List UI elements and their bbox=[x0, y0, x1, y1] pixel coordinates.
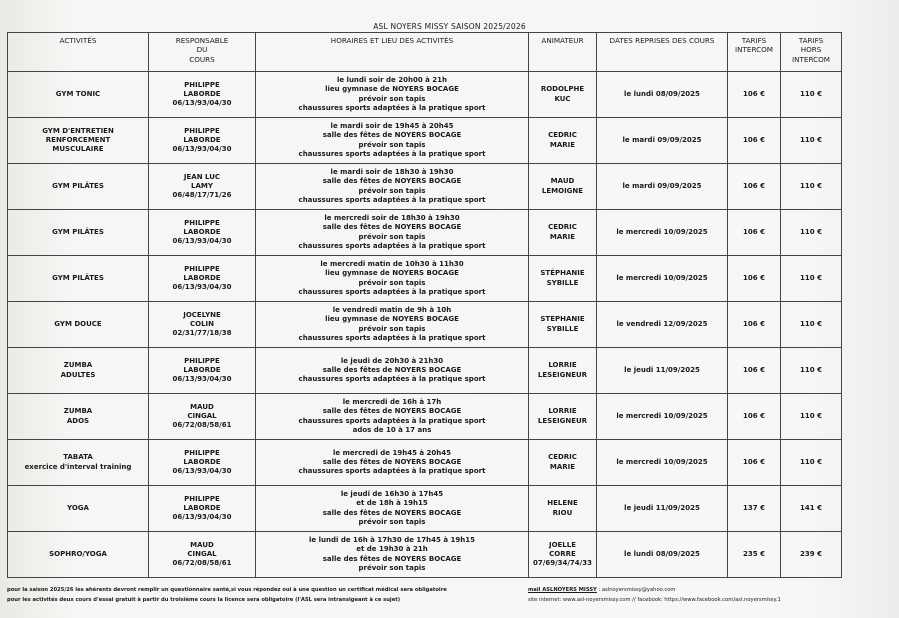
cell-price-intercom: 106 € bbox=[728, 210, 781, 256]
cell-instructor: CEDRIC MARIE bbox=[529, 210, 597, 256]
cell-price-hors: 110 € bbox=[781, 302, 842, 348]
cell-price-hors: 110 € bbox=[781, 394, 842, 440]
mail-label: mail ASLNOYERS MISSY bbox=[528, 587, 597, 593]
cell-price-hors: 239 € bbox=[781, 532, 842, 578]
cell-price-intercom: 106 € bbox=[728, 72, 781, 118]
cell-schedule: le jeudi de 16h30 à 17h45 et de 18h à 19h15 salle des fêtes de NOYERS BOCAGE prévoir son tapis bbox=[256, 486, 529, 532]
document-title: ASL NOYERS MISSY SAISON 2025/2026 bbox=[373, 22, 526, 31]
cell-start-date: le vendredi 12/09/2025 bbox=[597, 302, 728, 348]
table-header-row bbox=[8, 33, 842, 72]
cell-price-intercom: 235 € bbox=[728, 532, 781, 578]
cell-schedule: le jeudi de 20h30 à 21h30 salle des fêtes de NOYERS BOCAGE chaussures sports adaptées à la pratique sport bbox=[256, 348, 529, 394]
table-row bbox=[8, 394, 842, 440]
cell-start-date: le mardi 09/09/2025 bbox=[597, 164, 728, 210]
cell-instructor: STEPHANIE SYBILLE bbox=[529, 302, 597, 348]
cell-price-intercom: 106 € bbox=[728, 394, 781, 440]
contact-site: site internet: www.asl-noyersmissy.com // facebook: https://www.facebook.com/asl.noyersmissy.1 bbox=[528, 596, 781, 603]
cell-instructor: LORRIE LESEIGNEUR bbox=[529, 394, 597, 440]
cell-start-date: le mardi 09/09/2025 bbox=[597, 118, 728, 164]
cell-price-intercom: 106 € bbox=[728, 256, 781, 302]
cell-start-date: le mercredi 10/09/2025 bbox=[597, 440, 728, 486]
cell-instructor: LORRIE LESEIGNEUR bbox=[529, 348, 597, 394]
cell-price-intercom: 137 € bbox=[728, 486, 781, 532]
cell-start-date: le jeudi 11/09/2025 bbox=[597, 486, 728, 532]
cell-price-intercom: 106 € bbox=[728, 164, 781, 210]
cell-price-intercom: 106 € bbox=[728, 348, 781, 394]
footer-notes bbox=[7, 586, 527, 606]
note-health-questionnaire: pour la saison 2025/26 les ahérents devront remplir un questionnaire santé,si vous répondez oui à une question un certificat médical sera obligatoire bbox=[7, 587, 447, 593]
cell-activity: SOPHRO/YOGA bbox=[8, 532, 149, 578]
table-row bbox=[8, 486, 842, 532]
cell-schedule: le vendredi matin de 9h à 10h lieu gymnase de NOYERS BOCAGE prévoir son tapis chaussures sports adaptées à la pratique sport bbox=[256, 302, 529, 348]
cell-responsible: JOCELYNE COLIN 02/31/77/18/38 bbox=[149, 302, 256, 348]
cell-instructor: STÉPHANIE SYBILLE bbox=[529, 256, 597, 302]
header-instructor: ANIMATEUR bbox=[529, 33, 597, 72]
header-activity: ACTIVITÉS bbox=[8, 33, 149, 72]
header-schedule: HORAIRES ET LIEU DES ACTIVITÉS bbox=[256, 33, 529, 72]
cell-price-hors: 110 € bbox=[781, 164, 842, 210]
cell-start-date: le lundi 08/09/2025 bbox=[597, 532, 728, 578]
cell-responsible: MAUD CINGAL 06/72/08/58/61 bbox=[149, 532, 256, 578]
cell-instructor: JOELLE CORRE 07/69/34/74/33 bbox=[529, 532, 597, 578]
table-row bbox=[8, 164, 842, 210]
mail-address: : aslnoyersmissy@yahoo.com bbox=[598, 587, 676, 593]
cell-price-hors: 110 € bbox=[781, 210, 842, 256]
cell-activity: GYM PILÂTES bbox=[8, 256, 149, 302]
footer-contacts bbox=[528, 586, 858, 606]
cell-activity: GYM PILÂTES bbox=[8, 164, 149, 210]
table-row bbox=[8, 532, 842, 578]
cell-responsible: MAUD CINGAL 06/72/08/58/61 bbox=[149, 394, 256, 440]
cell-schedule: le mercredi soir de 18h30 à 19h30 salle des fêtes de NOYERS BOCAGE prévoir son tapis chaussures sports adaptées à la pratique sport bbox=[256, 210, 529, 256]
cell-responsible: PHILIPPE LABORDE 06/13/93/04/30 bbox=[149, 72, 256, 118]
cell-instructor: CEDRIC MARIE bbox=[529, 440, 597, 486]
cell-instructor: CEDRIC MARIE bbox=[529, 118, 597, 164]
cell-start-date: le lundi 08/09/2025 bbox=[597, 72, 728, 118]
header-tarif-intercom: TARIFS INTERCOM bbox=[728, 33, 781, 72]
cell-schedule: le lundi de 16h à 17h30 de 17h45 à 19h15 et de 19h30 à 21h salle des fêtes de NOYERS BOCAGE prévoir son tapis bbox=[256, 532, 529, 578]
cell-activity: ZUMBA ADULTES bbox=[8, 348, 149, 394]
cell-activity: GYM TONIC bbox=[8, 72, 149, 118]
cell-responsible: PHILIPPE LABORDE 06/13/93/04/30 bbox=[149, 210, 256, 256]
contact-mail bbox=[528, 586, 858, 596]
cell-activity: GYM D'ENTRETIEN RENFORCEMENT MUSCULAIRE bbox=[8, 118, 149, 164]
cell-price-hors: 110 € bbox=[781, 72, 842, 118]
header-responsible: RESPONSABLE DU COURS bbox=[149, 33, 256, 72]
cell-price-hors: 110 € bbox=[781, 348, 842, 394]
cell-schedule: le mercredi matin de 10h30 à 11h30 lieu gymnase de NOYERS BOCAGE prévoir son tapis chaussures sports adaptées à la pratique sport bbox=[256, 256, 529, 302]
cell-price-hors: 141 € bbox=[781, 486, 842, 532]
cell-price-intercom: 106 € bbox=[728, 118, 781, 164]
cell-price-hors: 110 € bbox=[781, 256, 842, 302]
table-row bbox=[8, 302, 842, 348]
cell-start-date: le mercredi 10/09/2025 bbox=[597, 394, 728, 440]
cell-activity: YOGA bbox=[8, 486, 149, 532]
cell-instructor: HELENE RIOU bbox=[529, 486, 597, 532]
note-trial-courses: pour les activités deux cours d'essai gratuit à partir du troisième cours la licence sera obligatoire (l'ASL sera intransigeant à ce sujet) bbox=[7, 596, 401, 603]
table-row bbox=[8, 118, 842, 164]
cell-responsible: PHILIPPE LABORDE 06/13/93/04/30 bbox=[149, 256, 256, 302]
cell-start-date: le mercredi 10/09/2025 bbox=[597, 210, 728, 256]
cell-price-intercom: 106 € bbox=[728, 440, 781, 486]
table-row bbox=[8, 210, 842, 256]
table-row bbox=[8, 72, 842, 118]
cell-price-hors: 110 € bbox=[781, 440, 842, 486]
header-dates: DATES REPRISES DES COURS bbox=[597, 33, 728, 72]
table-row bbox=[8, 440, 842, 486]
cell-responsible: PHILIPPE LABORDE 06/13/93/04/30 bbox=[149, 118, 256, 164]
cell-activity: GYM PILÂTES bbox=[8, 210, 149, 256]
cell-start-date: le mercredi 10/09/2025 bbox=[597, 256, 728, 302]
cell-responsible: JEAN LUC LAMY 06/48/17/71/26 bbox=[149, 164, 256, 210]
cell-responsible: PHILIPPE LABORDE 06/13/93/04/30 bbox=[149, 486, 256, 532]
cell-schedule: le mardi soir de 18h30 à 19h30 salle des fêtes de NOYERS BOCAGE prévoir son tapis chaussures sports adaptées à la pratique sport bbox=[256, 164, 529, 210]
cell-schedule: le lundi soir de 20h00 à 21h lieu gymnase de NOYERS BOCAGE prévoir son tapis chaussures sports adaptées à la pratique sport bbox=[256, 72, 529, 118]
header-tarif-hors: TARIFS HORS INTERCOM bbox=[781, 33, 842, 72]
cell-schedule: le mercredi de 16h à 17h salle des fêtes de NOYERS BOCAGE chaussures sports adaptées à la pratique sport ados de 10 à 17 ans bbox=[256, 394, 529, 440]
cell-activity: ZUMBA ADOS bbox=[8, 394, 149, 440]
cell-schedule: le mercredi de 19h45 à 20h45 salle des fêtes de NOYERS BOCAGE chaussures sports adaptées à la pratique sport bbox=[256, 440, 529, 486]
cell-instructor: RODOLPHE KUC bbox=[529, 72, 597, 118]
cell-price-hors: 110 € bbox=[781, 118, 842, 164]
cell-activity: GYM DOUCE bbox=[8, 302, 149, 348]
cell-schedule: le mardi soir de 19h45 à 20h45 salle des fêtes de NOYERS BOCAGE prévoir son tapis chaussures sports adaptées à la pratique sport bbox=[256, 118, 529, 164]
cell-instructor: MAUD LEMOIGNE bbox=[529, 164, 597, 210]
table-row bbox=[8, 348, 842, 394]
cell-activity: TABATA exercice d'interval training bbox=[8, 440, 149, 486]
cell-price-intercom: 106 € bbox=[728, 302, 781, 348]
table-row bbox=[8, 256, 842, 302]
cell-start-date: le jeudi 11/09/2025 bbox=[597, 348, 728, 394]
cell-responsible: PHILIPPE LABORDE 06/13/93/04/30 bbox=[149, 440, 256, 486]
cell-responsible: PHILIPPE LABORDE 06/13/93/04/30 bbox=[149, 348, 256, 394]
activities-table bbox=[7, 32, 842, 578]
